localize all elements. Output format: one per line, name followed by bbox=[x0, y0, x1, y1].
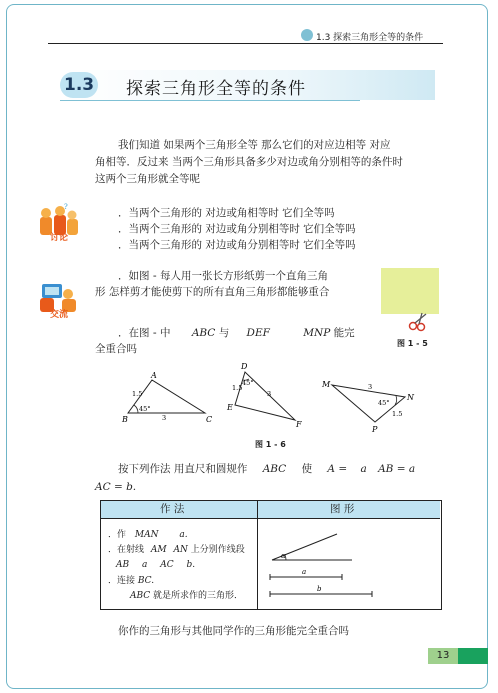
section-title: 探索三角形全等的条件 bbox=[126, 79, 306, 99]
q2-triangle-def: DEF bbox=[246, 327, 270, 339]
construction-figure bbox=[262, 522, 438, 606]
label-df: 3 bbox=[267, 390, 272, 398]
label-m: M bbox=[322, 380, 331, 389]
triangle-abc bbox=[121, 371, 212, 424]
discuss-item-2: ．当两个三角形的 对边或角分别相等时 它们全等吗 bbox=[118, 223, 356, 235]
table-head-figure: 图 形 bbox=[330, 503, 355, 515]
label-angle-n: 45° bbox=[378, 399, 390, 407]
exchange-q2-line-2: 全重合吗 bbox=[95, 343, 137, 355]
task-eq-angle: A = bbox=[327, 463, 348, 475]
rectangular-paper bbox=[381, 268, 439, 314]
svg-text:?: ? bbox=[64, 203, 68, 211]
table-head-method: 作 法 bbox=[160, 503, 185, 515]
step-result: ABC 就是所求作的三角形． bbox=[130, 591, 244, 601]
exchange-badge bbox=[38, 280, 80, 318]
figure-1-5-caption: 图 1 - 5 bbox=[397, 339, 428, 348]
exchange-label: 交流 bbox=[49, 310, 68, 320]
section-number: 1.3 bbox=[60, 72, 98, 98]
label-a: A bbox=[151, 371, 157, 380]
header-rule bbox=[48, 43, 443, 44]
label-de: 1.5 bbox=[232, 384, 243, 392]
triangle-def bbox=[226, 362, 302, 429]
exchange-q1-line-2: 形 怎样剪才能使剪下的所有直角三角形都能够重合 bbox=[95, 286, 330, 298]
header-bullet-icon bbox=[300, 28, 314, 42]
label-bc: 3 bbox=[162, 414, 167, 422]
label-ab: 1.5 bbox=[132, 390, 143, 398]
step-3: ．连接 BC. bbox=[108, 576, 155, 586]
step-2-segments: AB a AC b. bbox=[116, 560, 196, 570]
discuss-badge bbox=[38, 203, 80, 241]
angle-alpha bbox=[272, 534, 352, 560]
discuss-label: 讨论 bbox=[49, 233, 68, 243]
q2-text-a: ．在图 - 中 bbox=[118, 327, 171, 339]
label-e: E bbox=[227, 403, 233, 412]
angle-alpha-label: α bbox=[281, 552, 286, 560]
discuss-item-3: ．当两个三角形的 对边或角分别相等时 它们全等吗 bbox=[118, 239, 356, 251]
task-line-2: AC = b. bbox=[95, 481, 137, 493]
intro-line-2: 角相等．反过来 当两个三角形具备多少对边或角分别相等的条件时 bbox=[95, 156, 403, 168]
exchange-q2-line-1 bbox=[118, 326, 355, 340]
label-p: P bbox=[372, 425, 378, 434]
page-number: 13 bbox=[428, 648, 458, 664]
label-n: N bbox=[407, 393, 414, 402]
segment-a-label: a bbox=[302, 568, 307, 576]
table-divider bbox=[257, 500, 258, 610]
task-eq-ab: AB = a bbox=[378, 463, 416, 475]
label-f: F bbox=[296, 420, 302, 429]
label-angle-b: 45° bbox=[139, 405, 151, 413]
page-number-bar bbox=[458, 648, 488, 664]
title-underline bbox=[60, 100, 360, 101]
label-b: B bbox=[122, 415, 128, 424]
figure-1-6-caption: 图 1 - 6 bbox=[255, 440, 286, 449]
task-triangle-abc: ABC bbox=[262, 463, 287, 475]
q2-text-end: 能完 bbox=[333, 327, 355, 339]
intro-line-1: 我们知道 如果两个三角形全等 那么它们的对应边相等 对应 bbox=[118, 139, 391, 151]
task-text-make: 使 bbox=[301, 463, 313, 475]
q2-text-with: 与 bbox=[218, 327, 230, 339]
step-1: ．作 MAN a. bbox=[108, 530, 188, 540]
label-mn: 3 bbox=[368, 383, 373, 391]
segment-b-label: b bbox=[317, 585, 322, 593]
q2-triangle-abc: ABC bbox=[191, 327, 216, 339]
scissors-icon bbox=[408, 312, 430, 332]
figure-1-6-triangles bbox=[110, 360, 430, 435]
discuss-item-1: ．当两个三角形的 对边或角相等时 它们全等吗 bbox=[118, 207, 335, 219]
label-c: C bbox=[206, 415, 213, 424]
exchange-q1-line-1: ．如图 - 每人用一张长方形纸剪一个直角三角 bbox=[118, 270, 328, 282]
intro-line-3: 这两个三角形就全等呢 bbox=[95, 173, 200, 185]
segment-b bbox=[270, 585, 372, 597]
label-np: 1.5 bbox=[392, 410, 403, 418]
step-2: ．在射线 AM AN 上分别作线段 bbox=[108, 545, 245, 555]
task-line-1 bbox=[118, 462, 415, 476]
q2-triangle-mnp: MNP bbox=[303, 327, 331, 339]
task-eq-alpha: a bbox=[360, 463, 367, 475]
label-d: D bbox=[241, 362, 248, 371]
segment-a bbox=[270, 568, 342, 580]
closing-question: 你作的三角形与其他同学作的三角形能完全重合吗 bbox=[118, 625, 349, 637]
running-header: 1.3 探索三角形全等的条件 bbox=[316, 33, 424, 43]
task-text-a: 按下列作法 用直尺和圆规作 bbox=[118, 463, 248, 475]
triangle-mnp bbox=[321, 380, 415, 434]
label-angle-d: 45° bbox=[242, 379, 254, 387]
